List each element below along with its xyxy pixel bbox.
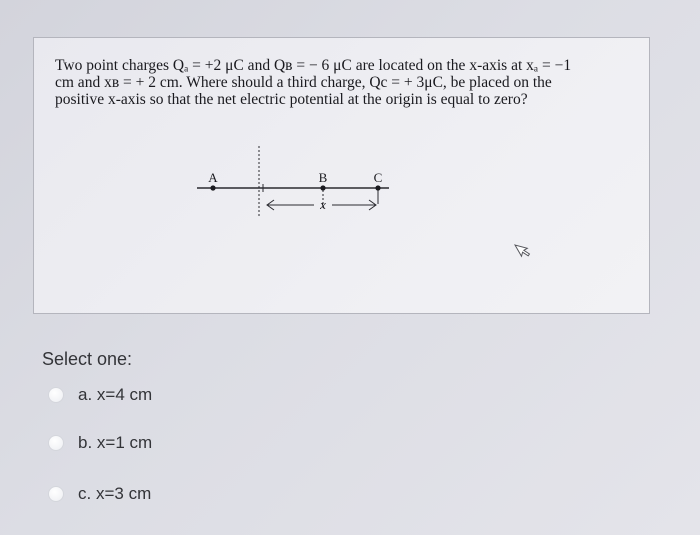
option-a[interactable] bbox=[48, 385, 152, 405]
option-b-letter: b. bbox=[78, 433, 93, 452]
option-c-value: x=3 cm bbox=[95, 484, 152, 503]
option-a-letter: a. bbox=[78, 385, 93, 404]
option-b-value: x=1 cm bbox=[96, 433, 153, 452]
mouse-cursor-icon bbox=[515, 241, 531, 259]
option-c[interactable] bbox=[48, 484, 151, 504]
charge-b-label: B bbox=[318, 170, 328, 185]
charge-a-label: A bbox=[208, 170, 218, 185]
charge-c-dot bbox=[375, 185, 380, 190]
question-line-2: cm and xʙ = + 2 cm. Where should a third charge, Qc = + 3μC, be placed on the bbox=[55, 74, 552, 91]
select-one-label: Select one: bbox=[42, 349, 133, 369]
question-box bbox=[33, 37, 650, 314]
option-b[interactable] bbox=[48, 433, 152, 453]
charge-c-label: C bbox=[373, 170, 383, 185]
option-a-text bbox=[78, 385, 152, 405]
question-line-3: positive x-axis so that the net electric potential at the origin is equal to zero? bbox=[55, 91, 528, 108]
option-b-text bbox=[78, 433, 152, 453]
option-c-letter: c. bbox=[78, 484, 92, 503]
option-c-text bbox=[78, 484, 151, 504]
radio-option-c[interactable] bbox=[48, 486, 64, 502]
question-line-1: Two point charges Qₐ = +2 μC and Qʙ = − 6 μC are located on the x-axis at xₐ = −1 bbox=[55, 57, 572, 74]
charge-diagram bbox=[34, 38, 651, 315]
charge-b-dot bbox=[320, 185, 325, 190]
radio-option-a[interactable] bbox=[48, 387, 64, 403]
option-a-value: x=4 cm bbox=[96, 385, 153, 404]
distance-label-x: x bbox=[320, 197, 326, 212]
radio-option-b[interactable] bbox=[48, 435, 64, 451]
charge-a-dot bbox=[210, 185, 215, 190]
